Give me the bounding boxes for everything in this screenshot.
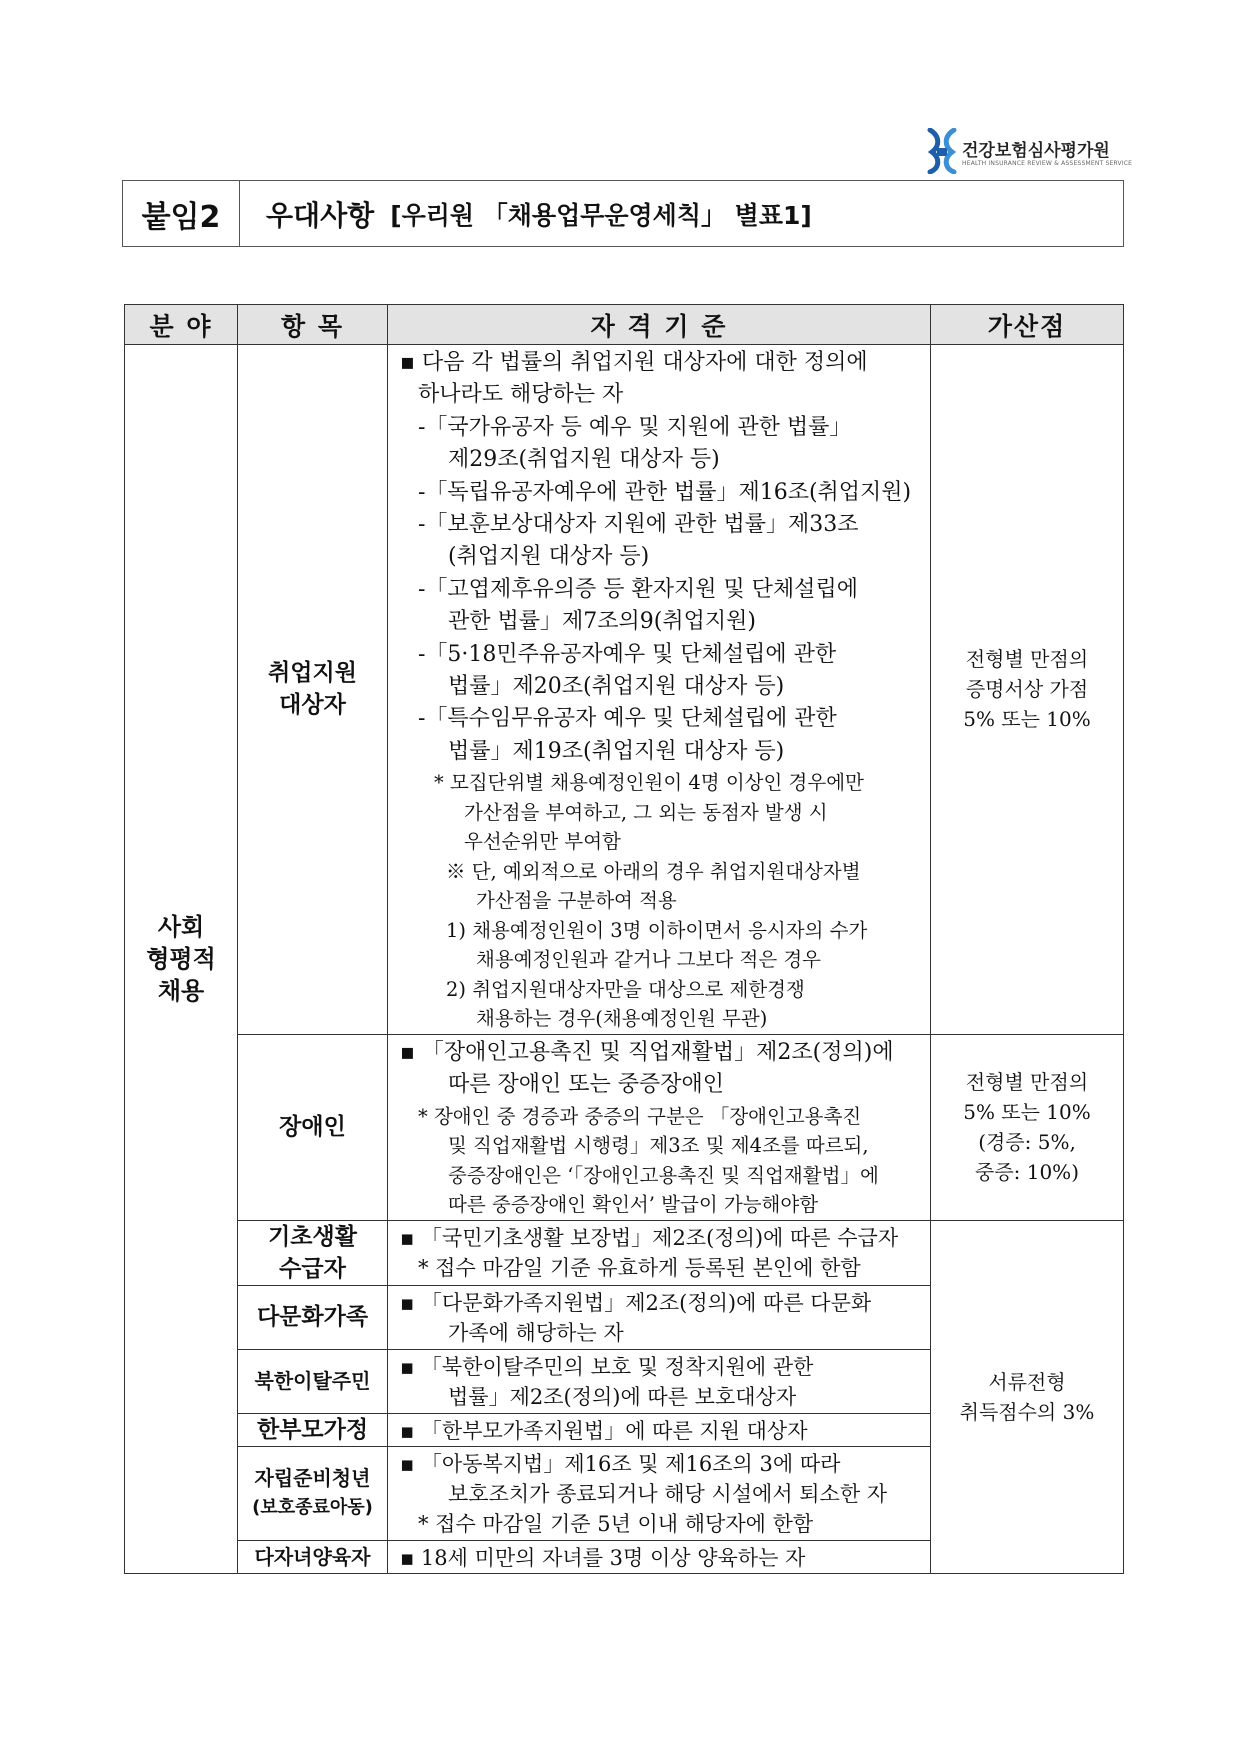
logo-name-english: HEALTH INSURANCE REVIEW & ASSESSMENT SERVICE bbox=[962, 160, 1133, 167]
page-title bbox=[240, 181, 1123, 246]
item-basic-living: 기초생활 수급자 bbox=[238, 1220, 388, 1285]
item-employment: 취업지원 대상자 bbox=[238, 345, 388, 1035]
title-subtitle: [우리원 「채용업무운영세칙」 별표1] bbox=[390, 200, 812, 230]
points-disabled: 전형별 만점의 5% 또는 10% (경증: 5%, 중증: 10%) bbox=[931, 1034, 1124, 1220]
criteria-single-parent: ▪ 「한부모가족지원법」에 따른 지원 대상자 bbox=[388, 1413, 931, 1446]
criteria-employment: ▪ 다음 각 법률의 취업지원 대상자에 대한 정의에 하나라도 해당하는 자 -「국가유공자 등 예우 및 지원에 관한 법률」 제29조(취업지원 대상자 등) -「독립유공자예우에 관한 법률」제16조(취업지원) -「보훈보상대상자 지원에 관한 법률」제33조 (취업지원 대상자 등) -「고엽제후유의증 등 환자지원 및 단체설립에 관한 법률」제7조의9(취업지원) -「5·18민주유공자예우 및 단체설립에 관한 법률」제20조(취업지원 대상자 등) -「특수임무유공자 예우 및 단체설립에 관한 법률」제19조(취업지원 대상자 등) * 모집단위별 채용예정인원이 4명 이상인 경우에만 가산점을 부여하고, 그 외는 동점자 발생 시 우선순위만 부여함 ※ 단, 예외적으로 아래의 경우 취업지원대상자별 가산점을 구분하여 적용 1) 채용예정인원이 3명 이하이면서 응시자의 수가 채용예정인원과 같거나 그보다 적은 경우 2) 취업지원대상자만을 대상으로 제한경쟁 채용하는 경우(채용예정인원 무관) bbox=[388, 345, 931, 1035]
criteria-basic-living: ▪ 「국민기초생활 보장법」제2조(정의)에 따른 수급자 * 접수 마감일 기준 유효하게 등록된 본인에 한함 bbox=[388, 1220, 931, 1285]
item-multi-child: 다자녀양육자 bbox=[238, 1540, 388, 1573]
table-row bbox=[125, 1034, 1124, 1220]
points-employment: 전형별 만점의 증명서상 가점 5% 또는 10% bbox=[931, 345, 1124, 1035]
table-row bbox=[125, 345, 1124, 1035]
item-single-parent: 한부모가정 bbox=[238, 1413, 388, 1446]
item-north-korean: 북한이탈주민 bbox=[238, 1349, 388, 1413]
hira-logo-icon bbox=[926, 128, 958, 174]
item-self-reliance: 자립준비청년 (보호종료아동) bbox=[238, 1446, 388, 1540]
header-criteria: 자 격 기 준 bbox=[388, 305, 931, 345]
criteria-multicultural: ▪ 「다문화가족지원법」제2조(정의)에 따른 다문화 가족에 해당하는 자 bbox=[388, 1285, 931, 1349]
field-cell bbox=[125, 345, 238, 1574]
preference-table bbox=[124, 304, 1124, 1574]
criteria-self-reliance: ▪ 「아동복지법」제16조 및 제16조의 3에 따라 보호조치가 종료되거나 해당 시설에서 퇴소한 자 * 접수 마감일 기준 5년 이내 해당자에 한함 bbox=[388, 1446, 931, 1540]
title-box bbox=[122, 180, 1124, 247]
criteria-multi-child: ▪ 18세 미만의 자녀를 3명 이상 양육하는 자 bbox=[388, 1540, 931, 1573]
header-field: 분 야 bbox=[125, 305, 238, 345]
field-label: 채용 bbox=[157, 976, 205, 1005]
criteria-disabled: ▪ 「장애인고용촉진 및 직업재활법」제2조(정의)에 따른 장애인 또는 중증장애인 * 장애인 중 경증과 중증의 구분은 「장애인고용촉진 및 직업재활법 시행령」제3조 및 제4조를 따르되, 중증장애인은 ‘「장애인고용촉진 및 직업재활법」에 따른 중증장애인 확인서’ 발급이 가능해야함 bbox=[388, 1034, 931, 1220]
header-item: 항 목 bbox=[238, 305, 388, 345]
title-main: 우대사항 bbox=[266, 198, 375, 232]
table-row bbox=[125, 1220, 1124, 1285]
points-shared: 서류전형 취득점수의 3% bbox=[931, 1220, 1124, 1573]
item-disabled: 장애인 bbox=[238, 1034, 388, 1220]
header-points: 가산점 bbox=[931, 305, 1124, 345]
attachment-tag: 붙임2 bbox=[123, 181, 240, 246]
field-label: 사회 bbox=[157, 912, 205, 941]
hira-logo bbox=[926, 128, 1133, 174]
logo-name-korean: 건강보험심사평가원 bbox=[962, 141, 1110, 161]
table-header-row bbox=[125, 305, 1124, 345]
item-multicultural: 다문화가족 bbox=[238, 1285, 388, 1349]
field-label: 형평적 bbox=[146, 944, 216, 973]
criteria-north-korean: ▪ 「북한이탈주민의 보호 및 정착지원에 관한 법률」제2조(정의)에 따른 보호대상자 bbox=[388, 1349, 931, 1413]
